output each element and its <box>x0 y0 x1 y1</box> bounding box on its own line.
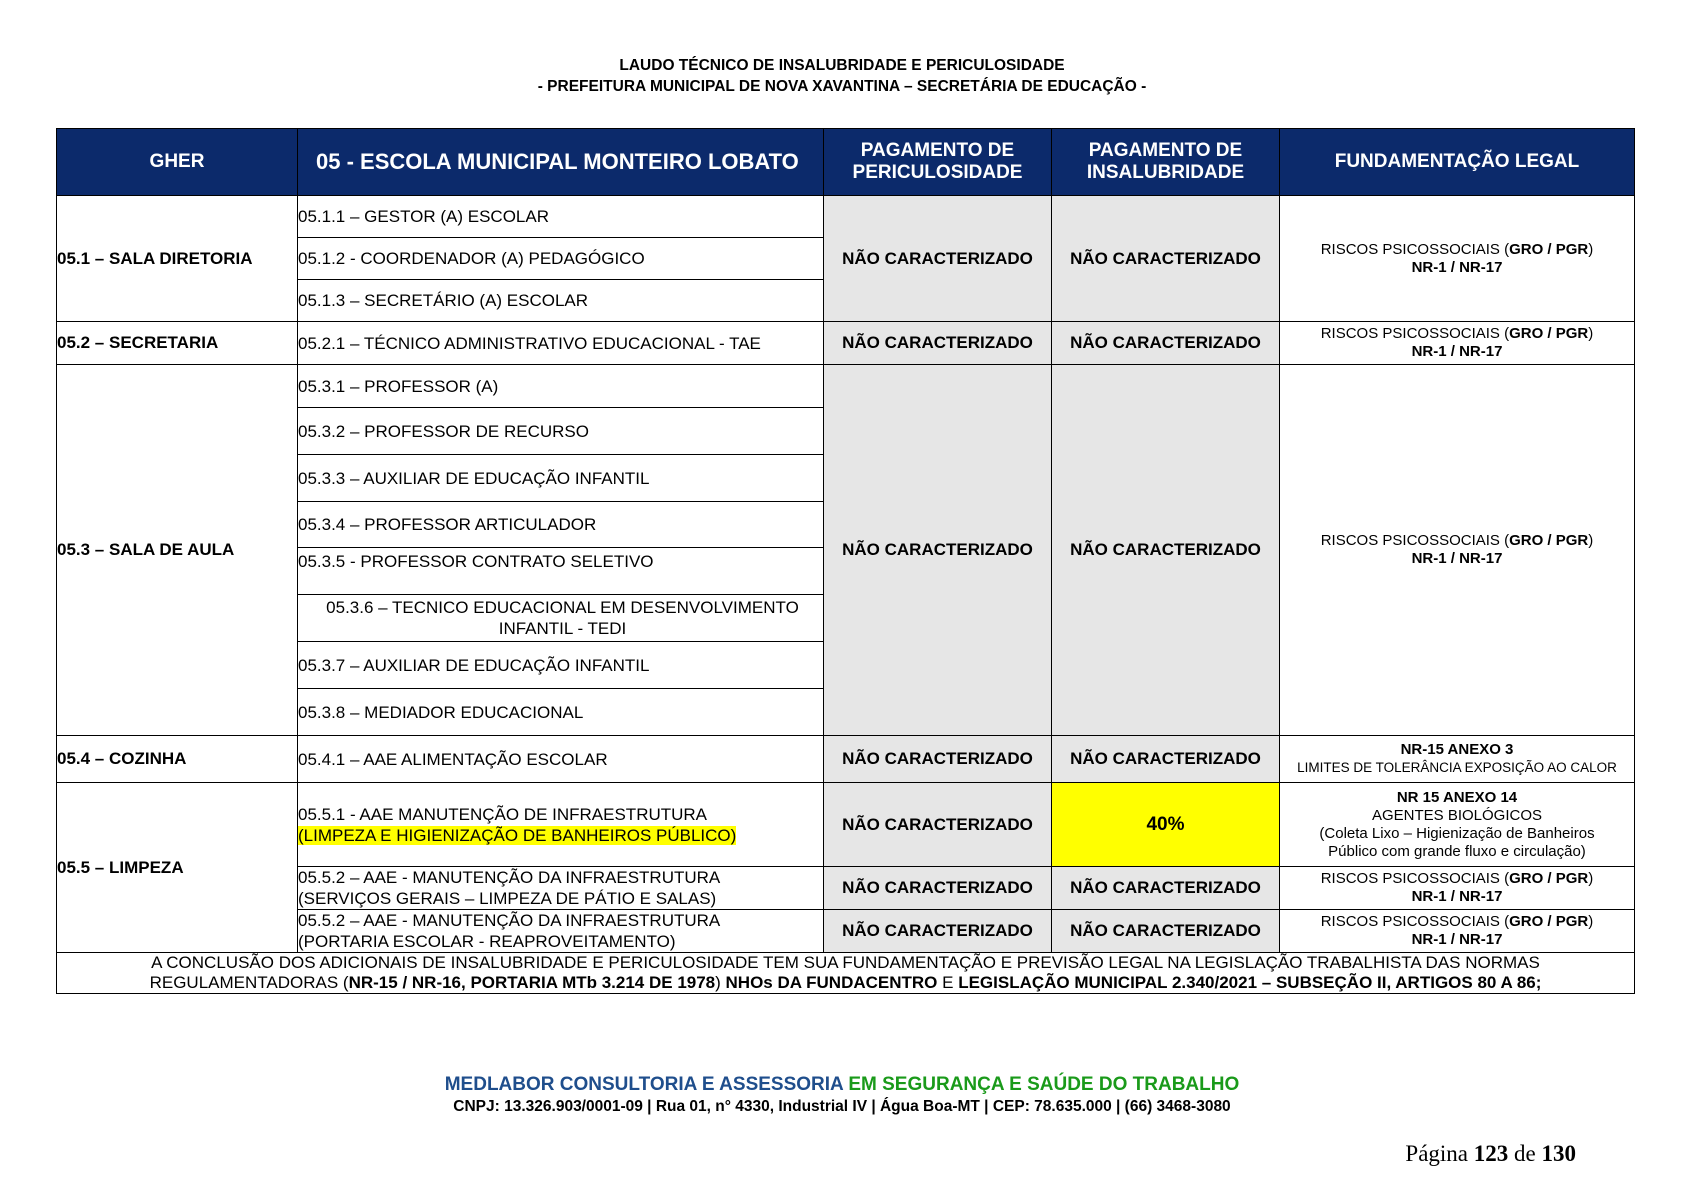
fund-line2: NR-1 / NR-17 <box>1411 931 1503 948</box>
conclusion-bold-2: NHOs DA FUNDACENTRO <box>725 973 938 992</box>
col-header-insal-line1: PAGAMENTO DE <box>1088 140 1243 161</box>
fund-line1: NR 15 ANEXO 14 <box>1396 788 1518 806</box>
fund-bold: GRO / PGR <box>1509 913 1589 930</box>
fund-text: RISCOS PSICOSSOCIAIS ( <box>1320 532 1510 549</box>
footer-address: CNPJ: 13.326.903/0001-09 | Rua 01, n° 4330, Industrial IV | Água Boa-MT | CEP: 78.635.000 | (66) 3468-3080 <box>453 1098 1231 1115</box>
function-cell: 05.1.3 – SECRETÁRIO (A) ESCOLAR <box>298 280 824 322</box>
insalubridade-cell: NÃO CARACTERIZADO <box>1052 910 1280 953</box>
fund-bold: GRO / PGR <box>1509 325 1589 342</box>
gher-cell: 05.3 – SALA DE AULA <box>57 365 298 736</box>
document-title: LAUDO TÉCNICO DE INSALUBRIDADE E PERICULOSIDADE <box>619 57 1065 74</box>
periculosidade-cell: NÃO CARACTERIZADO <box>824 736 1052 783</box>
fund-bold: GRO / PGR <box>1509 870 1589 887</box>
function-line1: 05.5.1 - AAE MANUTENÇÃO DE INFRAESTRUTURA <box>298 804 708 824</box>
conclusion-row <box>57 953 1635 994</box>
fund-text: RISCOS PSICOSSOCIAIS ( <box>1320 913 1510 930</box>
function-cell: 05.3.7 – AUXILIAR DE EDUCAÇÃO INFANTIL <box>298 642 824 689</box>
function-highlight: (LIMPEZA E HIGIENIZAÇÃO DE BANHEIROS PÚBLICO) <box>298 825 737 845</box>
conclusion-text-3: E <box>937 973 959 992</box>
fund-line2: NR-1 / NR-17 <box>1411 258 1503 276</box>
fund-line1: NR-15 ANEXO 3 <box>1400 741 1514 758</box>
col-header-periculosidade <box>824 129 1052 196</box>
gher-cell: 05.1 – SALA DIRETORIA <box>57 196 298 322</box>
function-cell: 05.4.1 – AAE ALIMENTAÇÃO ESCOLAR <box>298 736 824 783</box>
insalubridade-cell: NÃO CARACTERIZADO <box>1052 365 1280 736</box>
fund-text: RISCOS PSICOSSOCIAIS ( <box>1320 870 1510 887</box>
fund-line2: NR-1 / NR-17 <box>1411 888 1503 905</box>
col-header-school: 05 - ESCOLA MUNICIPAL MONTEIRO LOBATO <box>298 129 824 196</box>
footer-company-name: MEDLABOR CONSULTORIA E ASSESSORIA <box>444 1074 844 1095</box>
table-row <box>57 322 1635 365</box>
insalubridade-cell: NÃO CARACTERIZADO <box>1052 322 1280 365</box>
function-cell: 05.3.8 – MEDIADOR EDUCACIONAL <box>298 689 824 736</box>
function-cell: 05.3.3 – AUXILIAR DE EDUCAÇÃO INFANTIL <box>298 455 824 502</box>
col-header-peric-line2: PERICULOSIDADE <box>852 162 1023 183</box>
function-line2: INFANTIL - TEDI <box>498 619 627 638</box>
fundamentacao-cell <box>1280 736 1635 783</box>
footer-company-tagline: EM SEGURANÇA E SAÚDE DO TRABALHO <box>848 1074 1240 1095</box>
fundamentacao-cell <box>1280 365 1635 736</box>
function-cell <box>298 595 824 642</box>
function-cell: 05.3.4 – PROFESSOR ARTICULADOR <box>298 502 824 548</box>
conclusion-cell <box>57 953 1635 994</box>
periculosidade-cell: NÃO CARACTERIZADO <box>824 322 1052 365</box>
function-cell <box>298 867 824 910</box>
fundamentacao-cell <box>1280 783 1635 867</box>
periculosidade-cell: NÃO CARACTERIZADO <box>824 783 1052 867</box>
document-subtitle: - PREFEITURA MUNICIPAL DE NOVA XAVANTINA – SECRETÁRIA DE EDUCAÇÃO - <box>537 78 1147 95</box>
table-header-row <box>57 129 1635 196</box>
periculosidade-cell: NÃO CARACTERIZADO <box>824 867 1052 910</box>
fund-line2: AGENTES BIOLÓGICOS <box>1371 806 1543 824</box>
function-cell: 05.1.2 - COORDENADOR (A) PEDAGÓGICO <box>298 238 824 280</box>
fund-close: ) <box>1588 532 1594 549</box>
fund-bold: GRO / PGR <box>1509 532 1589 549</box>
page-number <box>1405 1141 1576 1167</box>
function-line2: (PORTARIA ESCOLAR - REAPROVEITAMENTO) <box>298 932 676 951</box>
fundamentacao-cell <box>1280 910 1635 953</box>
page-total: 130 <box>1541 1141 1576 1166</box>
function-cell <box>298 783 824 867</box>
col-header-insal-line2: INSALUBRIDADE <box>1086 162 1245 183</box>
periculosidade-cell: NÃO CARACTERIZADO <box>824 196 1052 322</box>
fund-close: ) <box>1588 870 1594 887</box>
fund-close: ) <box>1588 325 1594 342</box>
function-cell <box>298 910 824 953</box>
function-cell: 05.1.1 – GESTOR (A) ESCOLAR <box>298 196 824 238</box>
page-label: Página <box>1405 1141 1469 1166</box>
insalubridade-cell: NÃO CARACTERIZADO <box>1052 867 1280 910</box>
col-header-gher: GHER <box>57 129 298 196</box>
fund-bold: GRO / PGR <box>1509 240 1589 258</box>
insalubridade-cell: NÃO CARACTERIZADO <box>1052 736 1280 783</box>
function-cell: 05.2.1 – TÉCNICO ADMINISTRATIVO EDUCACIONAL - TAE <box>298 322 824 365</box>
insalubridade-cell-highlight: 40% <box>1052 783 1280 867</box>
table-row <box>57 196 1635 238</box>
fundamentacao-cell <box>1280 196 1635 322</box>
fund-close: ) <box>1588 240 1594 258</box>
table-row <box>57 365 1635 408</box>
function-cell: 05.3.2 – PROFESSOR DE RECURSO <box>298 408 824 455</box>
function-line1: 05.5.2 – AAE - MANUTENÇÃO DA INFRAESTRUTURA <box>298 868 721 887</box>
periculosidade-cell: NÃO CARACTERIZADO <box>824 910 1052 953</box>
table-row <box>57 736 1635 783</box>
fundamentacao-cell <box>1280 867 1635 910</box>
col-header-insalubridade <box>1052 129 1280 196</box>
col-header-fundamentacao: FUNDAMENTAÇÃO LEGAL <box>1280 129 1635 196</box>
function-cell: 05.3.5 - PROFESSOR CONTRATO SELETIVO <box>298 548 824 595</box>
periculosidade-cell: NÃO CARACTERIZADO <box>824 365 1052 736</box>
fund-line4: Público com grande fluxo e circulação) <box>1328 842 1586 860</box>
page-current: 123 <box>1473 1141 1509 1166</box>
table-row <box>57 783 1635 867</box>
footer-company <box>0 1074 1684 1096</box>
gher-cell: 05.4 – COZINHA <box>57 736 298 783</box>
fundamentacao-cell <box>1280 322 1635 365</box>
function-cell: 05.3.1 – PROFESSOR (A) <box>298 365 824 408</box>
fund-close: ) <box>1588 913 1594 930</box>
page-sep: de <box>1514 1141 1536 1166</box>
col-header-peric-line1: PAGAMENTO DE <box>860 140 1015 161</box>
fund-line3: (Coleta Lixo – Higienização de Banheiros <box>1319 824 1595 842</box>
fund-line2: NR-1 / NR-17 <box>1411 550 1503 567</box>
gher-cell: 05.2 – SECRETARIA <box>57 322 298 365</box>
conclusion-text-2: ) <box>715 973 726 992</box>
fund-line2: LIMITES DE TOLERÂNCIA EXPOSIÇÃO AO CALOR <box>1297 760 1617 775</box>
conclusion-bold-1: NR-15 / NR-16, PORTARIA MTb 3.214 DE 1978 <box>348 973 716 992</box>
conclusion-text-1: A CONCLUSÃO DOS ADICIONAIS DE INSALUBRIDADE E PERICULOSIDADE TEM SUA FUNDAMENTAÇÃO E PREVISÃO LEGAL NA LEGISLAÇÃO TRABALHISTA DAS NORMAS REGULAMENTADORAS ( <box>149 953 1540 992</box>
fund-line2: NR-1 / NR-17 <box>1411 343 1503 360</box>
insalubrity-table <box>56 128 1635 994</box>
insalubridade-cell: NÃO CARACTERIZADO <box>1052 196 1280 322</box>
function-line1: 05.3.6 – TECNICO EDUCACIONAL EM DESENVOLVIMENTO <box>326 598 799 617</box>
conclusion-bold-3: LEGISLAÇÃO MUNICIPAL 2.340/2021 – SUBSEÇÃO II, ARTIGOS 80 A 86; <box>958 973 1542 992</box>
fund-text: RISCOS PSICOSSOCIAIS ( <box>1320 240 1510 258</box>
fund-text: RISCOS PSICOSSOCIAIS ( <box>1320 325 1510 342</box>
gher-cell: 05.5 – LIMPEZA <box>57 783 298 953</box>
function-line1: 05.5.2 – AAE - MANUTENÇÃO DA INFRAESTRUTURA <box>298 911 721 930</box>
function-line2: (SERVIÇOS GERAIS – LIMPEZA DE PÁTIO E SALAS) <box>298 889 717 908</box>
